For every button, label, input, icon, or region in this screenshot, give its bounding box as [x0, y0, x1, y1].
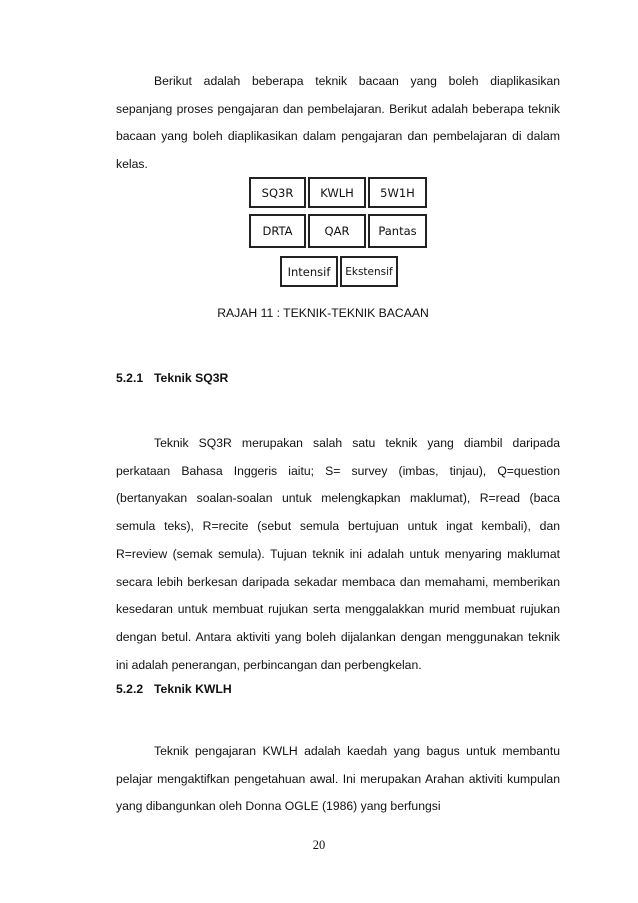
section-title: Teknik SQ3R	[154, 371, 229, 385]
section-heading-sq3r	[116, 371, 228, 385]
section-heading-kwlh	[116, 682, 232, 696]
sq3r-paragraph	[116, 430, 560, 679]
kwlh-paragraph	[116, 738, 560, 821]
figure-caption: RAJAH 11 : TEKNIK-TEKNIK BACAAN	[217, 306, 429, 320]
box-drta: DRTA	[249, 214, 306, 248]
intro-text: Berikut adalah beberapa teknik bacaan yang boleh diaplikasikan sepanjang proses pengajaran dan pembelajaran. Berikut adalah beberapa teknik bacaan yang boleh diaplikasikan dalam pengajaran dan pembelajaran di dalam kelas.	[116, 74, 560, 172]
kwlh-text: Teknik pengajaran KWLH adalah kaedah yang bagus untuk membantu pelajar mengaktifkan pengetahuan awal. Ini merupakan Arahan aktiviti kumpulan yang dibangunkan oleh Donna OGLE (1986) yang berfungsi	[116, 744, 560, 814]
page-number: 20	[312, 838, 326, 852]
box-kwlh: KWLH	[308, 177, 366, 208]
box-ekstensif: Ekstensif	[340, 256, 398, 287]
box-intensif: Intensif	[280, 256, 338, 287]
box-pantas: Pantas	[368, 214, 427, 248]
section-title: Teknik KWLH	[154, 682, 232, 696]
section-number: 5.2.2	[116, 682, 144, 696]
sq3r-text: Teknik SQ3R merupakan salah satu teknik yang diambil daripada perkataan Bahasa Inggeris iaitu; S= survey (imbas, tinjau), Q=question (bertanyakan soalan-soalan untuk melengkapkan maklumat), R=read (baca semula teks), R=recite (sebut semula bertujuan untuk ingat kembali), dan R=review (semak semula). Tujuan teknik ini adalah untuk menyaring maklumat secara lebih berkesan daripada sekadar membaca dan memahami, memberikan kesedaran untuk membuat rujukan serta menggalakkan murid membuat rujukan dengan betul. Antara aktiviti yang boleh dijalankan dengan menggunakan teknik ini adalah penerangan, perbincangan dan perbengkelan.	[116, 436, 560, 672]
intro-paragraph	[116, 68, 560, 179]
section-number: 5.2.1	[116, 371, 144, 385]
box-qar: QAR	[308, 214, 366, 248]
box-sq3r: SQ3R	[249, 177, 306, 208]
box-5w1h: 5W1H	[368, 177, 427, 208]
